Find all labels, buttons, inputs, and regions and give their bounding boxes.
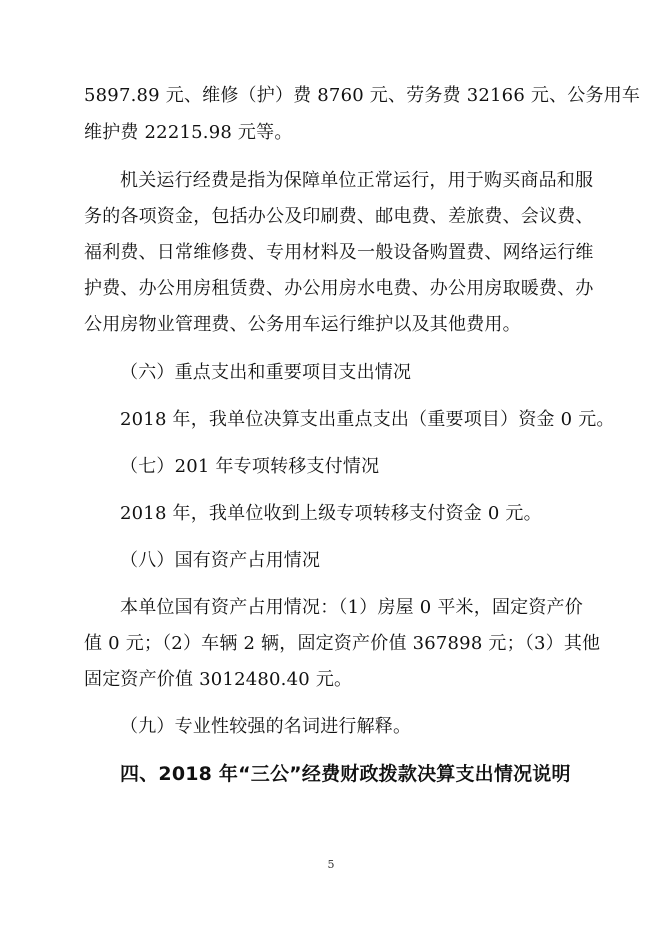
paragraph-line-3: 机关运行经费是指为保障单位正常运行，用于购买商品和服 bbox=[120, 170, 594, 191]
paragraph-line-7: 公用房物业管理费、公务用车运行维护以及其他费用。 bbox=[84, 314, 521, 335]
paragraph-line-8: 2018 年，我单位决算支出重点支出（重要项目）资金 0 元。 bbox=[120, 409, 615, 430]
paragraph-line-10: 本单位国有资产占用情况：（1）房屋 0 平米，固定资产价 bbox=[120, 597, 583, 618]
paragraph-line-5: 福利费、日常维修费、专用材料及一般设备购置费、网络运行维 bbox=[84, 242, 594, 263]
page-number: 5 bbox=[327, 858, 335, 871]
paragraph-line-12: 固定资产价值 3012480.40 元。 bbox=[84, 669, 353, 690]
paragraph-line-11: 值 0 元；（2）车辆 2 辆，固定资产价值 367898 元；（3）其他 bbox=[84, 633, 601, 654]
paragraph-line-4: 务的各项资金，包括办公及印刷费、邮电费、差旅费、会议费、 bbox=[84, 206, 594, 227]
paragraph-line-1: 5897.89 元、维修（护）费 8760 元、劳务费 32166 元、公务用车 bbox=[84, 85, 641, 106]
section-heading-9: （九）专业性较强的名词进行解释。 bbox=[120, 716, 412, 737]
section-heading-8: （八）国有资产占用情况 bbox=[120, 550, 321, 571]
section-heading-4: 四、2018 年“三公”经费财政拨款决算支出情况说明 bbox=[120, 763, 571, 785]
paragraph-line-6: 护费、办公用房租赁费、办公用房水电费、办公用房取暖费、办 bbox=[84, 278, 594, 299]
paragraph-line-2: 维护费 22215.98 元等。 bbox=[84, 122, 293, 143]
section-heading-6: （六）重点支出和重要项目支出情况 bbox=[120, 362, 412, 383]
section-heading-7: （七）201 年专项转移支付情况 bbox=[120, 456, 380, 477]
paragraph-line-9: 2018 年，我单位收到上级专项转移支付资金 0 元。 bbox=[120, 503, 542, 524]
